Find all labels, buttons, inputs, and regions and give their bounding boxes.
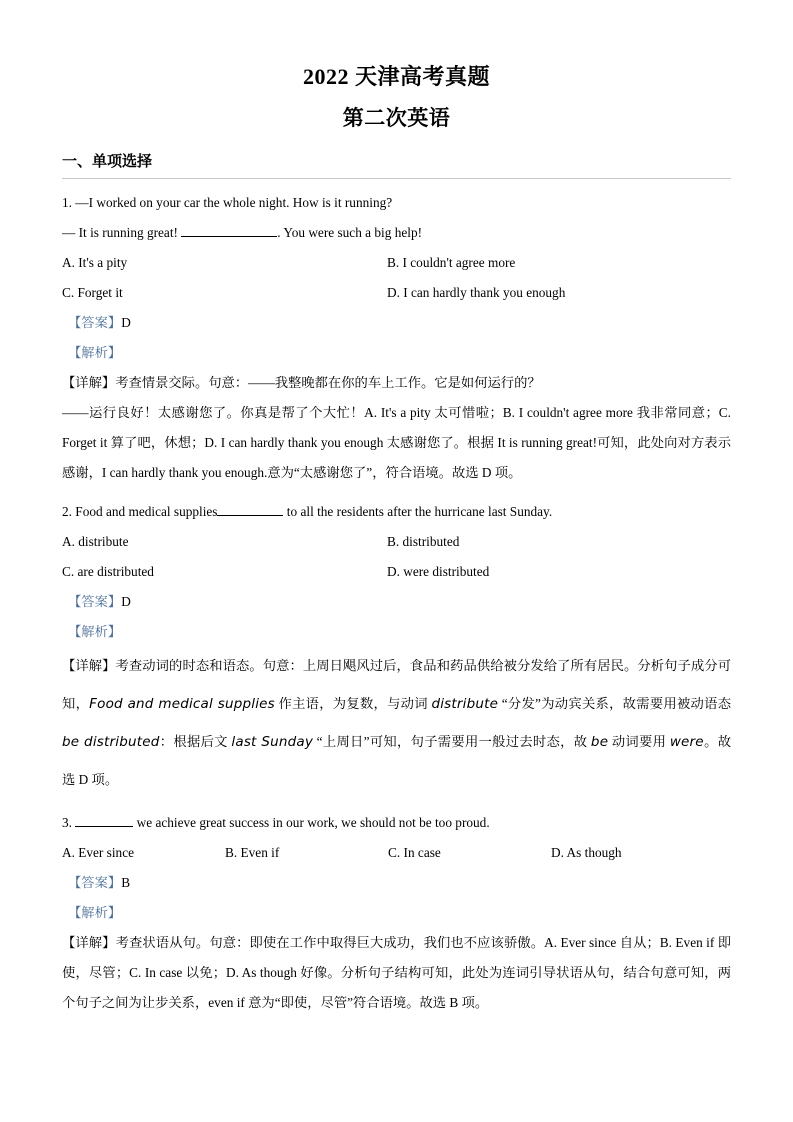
question-1-analysis-marker-line — [62, 338, 731, 368]
question-block-1 — [62, 179, 731, 488]
answer-marker: 【答案】 — [68, 594, 122, 610]
analysis-marker: 【解析】 — [68, 624, 122, 640]
question-1-detail-line-2: ——运行良好！太感谢您了。你真是帮了个大忙！A. It's a pity 太可惜啦；B. I couldn't agree more 我非常同意；C. Forget it 算了吧，休想；D. I can hardly thank you enough 太感谢您了。根据 It is running great!可知，此处向对方表示感谢，I can hardly thank you enough.意为“太感谢您了”，符合语境。故选 D 项。 — [62, 405, 731, 481]
detail-segment: “上周日”可知，句子需要用一般过去时态，故 — [313, 734, 591, 750]
analysis-marker: 【解析】 — [68, 905, 122, 921]
question-1-option-c[interactable]: C. Forget it — [62, 285, 123, 301]
question-1-option-b[interactable]: B. I couldn't agree more — [387, 255, 516, 271]
question-2-option-c[interactable]: C. are distributed — [62, 564, 154, 580]
detail-segment: ：根据后文 — [159, 734, 232, 750]
question-3-blank[interactable] — [75, 826, 133, 827]
question-1-option-d[interactable]: D. I can hardly thank you enough — [387, 285, 566, 301]
answer-marker: 【答案】 — [68, 315, 122, 331]
detail-marker: 【详解】 — [62, 375, 116, 391]
question-2-answer-value: D — [121, 594, 131, 610]
detail-segment: be distributed — [62, 734, 160, 751]
question-2-option-b[interactable]: B. distributed — [387, 534, 460, 550]
question-3-detail-body: 考查状语从句。句意：即使在工作中取得巨大成功，我们也不应该骄傲。A. Ever since 自从；B. Even if 即使，尽管；C. In case 以免；D. As though 好像。分析句子结构可知，此处为连词引导状语从句，结合句意可知，两个句子之间为让步关系，even if 意为“即使，尽管”符合语境。故选 B 项。 — [62, 935, 732, 1011]
question-2-blank[interactable] — [217, 515, 283, 516]
page-title: 2022 天津高考真题 — [302, 64, 490, 89]
question-block-3 — [62, 799, 731, 1018]
question-2-analysis-marker-line — [62, 617, 731, 647]
analysis-marker: 【解析】 — [68, 345, 122, 361]
question-1-detail-line-1 — [62, 368, 731, 398]
question-2-detail — [62, 647, 731, 799]
question-3-analysis-marker-line — [62, 898, 731, 928]
question-3-stem-suffix: we achieve great success in our work, we should not be too proud. — [133, 815, 490, 831]
question-2-stem-prefix: 2. Food and medical supplies — [62, 504, 218, 520]
question-1-answer-line — [62, 308, 731, 338]
question-block-2 — [62, 488, 731, 799]
detail-segment: “分发”为动宾关系，故需要用被动语态 — [498, 696, 731, 712]
detail-segment: 。故选 D 项。 — [62, 734, 732, 788]
question-2-options-row-1 — [62, 527, 731, 557]
question-3-option-a[interactable]: A. Ever since — [62, 845, 134, 861]
detail-segment: be — [590, 734, 609, 751]
question-2-stem — [62, 488, 731, 527]
detail-marker: 【详解】 — [62, 935, 116, 951]
question-3-stem — [62, 799, 731, 838]
question-1-detail-body: 考查情景交际。句意：——我整晚都在你的车上工作。它是如何运行的？ — [115, 375, 541, 391]
question-3-option-c[interactable]: C. In case — [388, 845, 441, 861]
question-1-option-a[interactable]: A. It's a pity — [62, 255, 128, 271]
question-3-option-b[interactable]: B. Even if — [225, 845, 280, 861]
question-1-stem-line-1: 1. —I worked on your car the whole night. How is it running? — [62, 195, 393, 211]
question-1-stem-suffix: . You were such a big help! — [277, 225, 423, 241]
question-1-options-row-2 — [62, 278, 731, 308]
question-3-answer-line — [62, 868, 731, 898]
page-subtitle: 第二次英语 — [342, 105, 451, 130]
question-3-stem-prefix: 3. — [62, 815, 72, 831]
question-1-options-row-1 — [62, 248, 731, 278]
question-2-answer-line — [62, 587, 731, 617]
detail-segment: 动词要用 — [608, 734, 670, 750]
question-3-detail — [62, 928, 731, 1018]
detail-segment: were — [669, 734, 704, 751]
detail-segment: 考查动词的时态和语态。句意：上周日飓风过后，食品和药品供给被分发给了所有居民。分析句子成分可知， — [62, 658, 732, 712]
detail-segment: Food and medical supplies — [89, 696, 275, 713]
answer-marker: 【答案】 — [68, 875, 122, 891]
question-1-blank[interactable] — [181, 236, 277, 237]
detail-segment: last Sunday — [231, 734, 314, 751]
section-heading: 一、单项选择 — [62, 154, 153, 171]
detail-marker: 【详解】 — [62, 658, 116, 674]
question-1-stem-prefix: — It is running great! — [62, 225, 178, 241]
question-2-option-d[interactable]: D. were distributed — [387, 564, 490, 580]
detail-segment: 作主语，为复数，与动词 — [274, 696, 432, 712]
question-1-stem-line-2 — [62, 218, 731, 248]
question-2-options-row-2 — [62, 557, 731, 587]
question-2-option-a[interactable]: A. distribute — [62, 534, 129, 550]
question-2-detail-body — [62, 658, 731, 787]
question-3-options-row — [62, 838, 731, 868]
question-3-answer-value: B — [121, 875, 131, 891]
question-2-stem-suffix: to all the residents after the hurricane last Sunday. — [283, 504, 553, 520]
detail-segment: distribute — [431, 696, 499, 713]
question-3-option-d[interactable]: D. As though — [551, 845, 622, 861]
question-1-answer-value: D — [121, 315, 131, 331]
